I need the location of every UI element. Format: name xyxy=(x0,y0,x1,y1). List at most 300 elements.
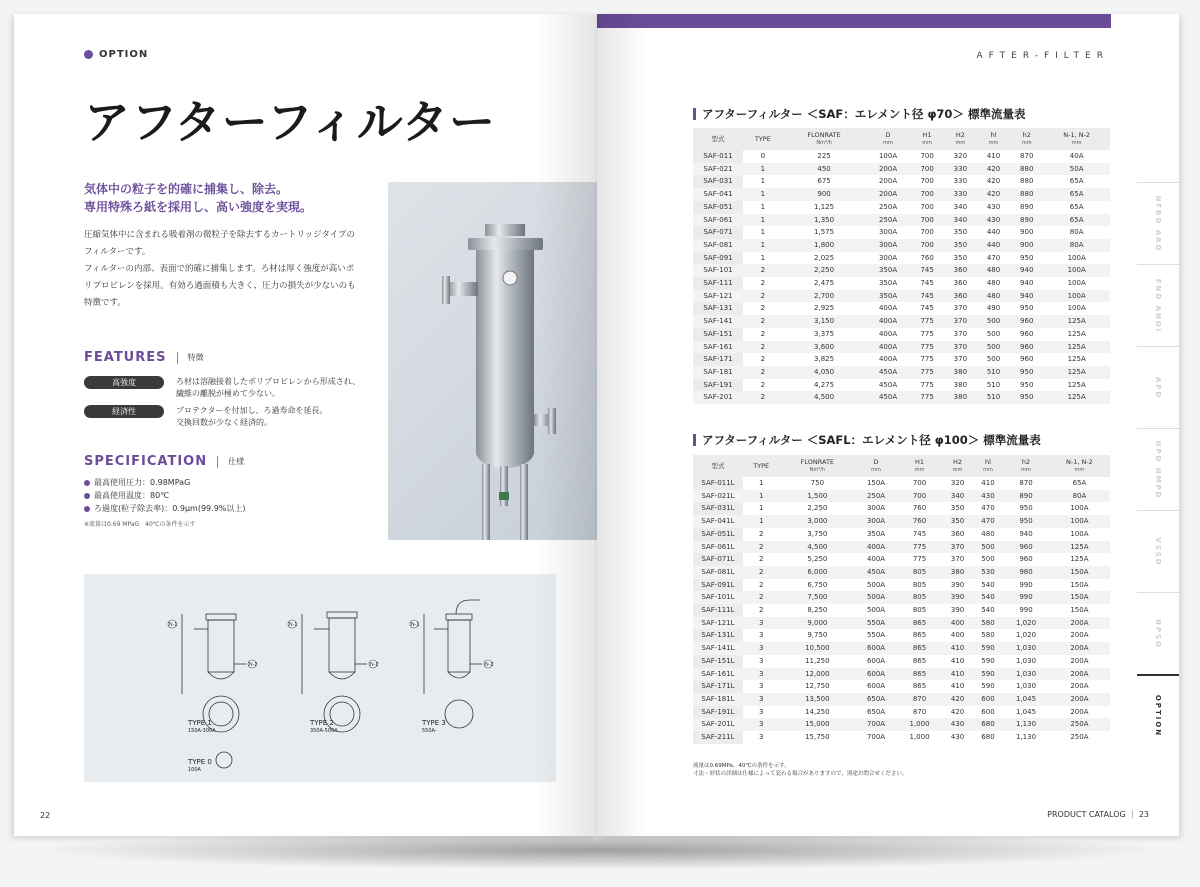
table-cell: 775 xyxy=(920,380,934,389)
side-tab-label: HPD HMPD xyxy=(1154,439,1162,500)
table-cell: 900 xyxy=(783,188,866,201)
table-cell: 880 xyxy=(1010,188,1043,201)
table-cell: 870 xyxy=(912,707,927,716)
table-cell: 1 xyxy=(760,177,766,186)
table-row xyxy=(693,315,1110,328)
column-unit: mm xyxy=(955,140,966,146)
table-cell: 360 xyxy=(953,279,968,288)
table-cell: 960 xyxy=(1020,329,1034,338)
table-cell: SAF-061 xyxy=(693,214,743,227)
table-cell: 320 xyxy=(953,152,968,160)
table-cell: 420 xyxy=(986,177,1001,186)
column-unit: mm xyxy=(914,467,925,473)
table-cell: 200A xyxy=(1049,693,1110,706)
table-cell: 890 xyxy=(1003,490,1049,503)
table-cell: 1,000 xyxy=(909,733,930,742)
table-row xyxy=(693,341,1110,354)
divider xyxy=(177,352,178,364)
drain-valve xyxy=(499,492,509,500)
table-cell: 200A xyxy=(1070,656,1089,665)
table-cell: 950 xyxy=(1019,504,1033,513)
column-header xyxy=(973,455,1003,477)
side-tab[interactable] xyxy=(1137,182,1179,264)
table-cell: 960 xyxy=(1019,555,1033,564)
table-cell: 1,030 xyxy=(1003,668,1049,681)
table-cell: 65A xyxy=(1043,214,1110,227)
table-cell: 430 xyxy=(977,214,1010,227)
table-cell: 940 xyxy=(1020,279,1034,288)
table-cell: 1,800 xyxy=(783,239,866,252)
table-cell: 950 xyxy=(1020,304,1034,313)
column-header xyxy=(944,128,977,150)
table-cell: 2 xyxy=(760,380,766,389)
table2-heading xyxy=(693,432,1041,448)
table-cell: SAF-081 xyxy=(693,239,743,252)
column-name: H1 xyxy=(914,458,925,466)
bullet-dot-icon xyxy=(84,493,90,499)
body-line: 特徴です。 xyxy=(84,298,126,308)
table-cell: SAF-071 xyxy=(693,226,743,239)
table-cell: 745 xyxy=(911,264,944,277)
table-cell: SAF-201L xyxy=(693,718,743,731)
table-cell: 250A xyxy=(866,214,911,227)
divider xyxy=(217,456,218,468)
side-tab-label: OPTION xyxy=(1154,694,1162,738)
section-label xyxy=(84,49,148,60)
lead-text xyxy=(84,180,312,216)
table-cell: 370 xyxy=(944,315,977,328)
type3-body xyxy=(448,620,470,672)
bullet-dot-icon xyxy=(84,480,90,486)
table-cell: 2 xyxy=(760,355,766,364)
table-cell: 330 xyxy=(953,177,968,186)
table-cell: 865 xyxy=(912,631,927,640)
table-header-row xyxy=(693,455,1110,477)
table-cell: 400 xyxy=(950,631,965,640)
table-cell: SAF-171 xyxy=(693,353,743,366)
column-unit: mm xyxy=(1021,467,1031,473)
inlet-flange xyxy=(442,276,450,304)
table-cell: 990 xyxy=(1019,606,1033,615)
table-cell: 700 xyxy=(920,152,934,160)
type3-lid xyxy=(446,614,472,620)
spec-item xyxy=(84,476,246,489)
table-row xyxy=(693,490,1110,503)
diagram-range: 550A- xyxy=(422,728,437,734)
table-row xyxy=(693,693,1110,706)
heading-bar xyxy=(693,434,696,446)
diagram-label xyxy=(188,719,216,735)
table-cell: 6,750 xyxy=(807,580,828,589)
side-tab[interactable] xyxy=(1137,264,1179,346)
table-row xyxy=(693,379,1110,392)
table-cell: 360 xyxy=(950,529,965,538)
table-cell: SAF-091L xyxy=(693,579,743,592)
right-page xyxy=(597,14,1179,836)
side-tab[interactable] xyxy=(1137,346,1179,428)
feature-desc xyxy=(176,405,376,429)
type1-body xyxy=(208,620,234,672)
side-tab-label: FND ANDI xyxy=(1154,278,1162,333)
table-cell: 50A xyxy=(1043,163,1110,176)
table-cell: 410 xyxy=(981,479,995,487)
page-number: 23 xyxy=(1138,810,1149,819)
table-cell: 950 xyxy=(1020,253,1034,262)
table-cell: 760 xyxy=(897,515,943,528)
table-cell: 430 xyxy=(973,490,1003,503)
table-row xyxy=(693,604,1110,617)
table-cell: 470 xyxy=(973,515,1003,528)
table-cell: 2 xyxy=(743,290,783,303)
table-cell: 1 xyxy=(758,504,764,513)
table-cell: 100A xyxy=(1043,290,1110,303)
table-cell: 700 xyxy=(920,202,934,211)
table-cell: 150A xyxy=(1049,591,1110,604)
table-cell: 500 xyxy=(981,555,995,564)
table-cell: 3 xyxy=(758,631,764,640)
diagram-range: 150A-300A xyxy=(188,728,216,734)
type1-lid xyxy=(206,614,236,620)
table-cell: 500A xyxy=(866,606,886,615)
type2-lid xyxy=(327,612,357,618)
page-shadow xyxy=(30,830,1170,870)
left-page xyxy=(14,14,597,836)
table-row xyxy=(693,617,1110,630)
table-cell: 580 xyxy=(973,617,1003,630)
table-cell: SAF-171L xyxy=(693,680,743,693)
table-cell: 300A xyxy=(866,239,911,252)
table-cell: 450A xyxy=(855,566,896,579)
table-cell: SAF-181L xyxy=(693,693,743,706)
table-cell: 200A xyxy=(866,188,911,201)
column-unit: mm xyxy=(883,140,893,146)
table-cell: 3 xyxy=(743,693,779,706)
table-cell: 700A xyxy=(855,718,896,731)
table-cell: 100A xyxy=(1067,253,1086,262)
table-row xyxy=(693,515,1110,528)
table-cell: 250A xyxy=(878,202,898,211)
table-cell: 150A xyxy=(1070,606,1089,615)
table-cell: SAF-081L xyxy=(693,566,743,579)
body-line: フィルターです。 xyxy=(84,247,151,257)
table-cell: 990 xyxy=(1003,591,1049,604)
table-row xyxy=(693,264,1110,277)
table-cell: 380 xyxy=(942,566,972,579)
section-label-text: OPTION xyxy=(99,49,149,60)
table-cell: 500 xyxy=(986,329,1001,338)
table-cell: SAF-051 xyxy=(693,201,743,214)
table-cell: 2 xyxy=(743,341,783,354)
table-cell: 700 xyxy=(920,228,934,237)
table-cell: 950 xyxy=(1020,380,1034,389)
table-cell: 590 xyxy=(981,682,995,691)
column-unit: mm xyxy=(922,140,933,146)
table-row xyxy=(693,366,1110,379)
side-tab[interactable] xyxy=(1137,592,1179,674)
column-name: TYPE xyxy=(754,135,771,143)
note-line: 流量は0.69MPa、40℃の条件を示す。 xyxy=(693,763,790,769)
table-cell: 1,130 xyxy=(1003,718,1049,731)
side-tab-active[interactable] xyxy=(1137,674,1179,756)
table-cell: 865 xyxy=(897,617,943,630)
column-header xyxy=(1043,128,1110,150)
table-cell: SAF-141L xyxy=(693,642,743,655)
table-cell: 3 xyxy=(758,707,764,716)
table-cell: 500A xyxy=(866,580,886,589)
diagram-label xyxy=(422,719,446,735)
table-cell: 880 xyxy=(1020,177,1034,186)
table-cell: SAF-021L xyxy=(693,490,743,503)
table-cell: 775 xyxy=(911,391,944,404)
table-cell: 350A xyxy=(866,529,886,538)
nozzle-label: N-1 xyxy=(169,622,178,628)
table-cell: 65A xyxy=(1069,177,1084,186)
table-cell: 750 xyxy=(810,479,825,487)
table-cell: 65A xyxy=(1072,479,1087,487)
column-header xyxy=(866,128,911,150)
table-cell: 940 xyxy=(1010,290,1043,303)
table-cell: SAF-191L xyxy=(693,706,743,719)
table-cell: 125A xyxy=(1043,366,1110,379)
table-cell: SAF-011L xyxy=(693,477,743,490)
column-header xyxy=(779,455,855,477)
diagram-label xyxy=(310,719,338,735)
column-name: H2 xyxy=(953,458,963,466)
table-row xyxy=(693,541,1110,554)
footer-sep: ｜ xyxy=(1128,810,1137,819)
table-row xyxy=(693,502,1110,515)
table-cell: 250A xyxy=(855,490,896,503)
bullet-dot-icon xyxy=(84,50,93,59)
column-name: h2 xyxy=(1021,458,1031,466)
table-row xyxy=(693,528,1110,541)
column-header xyxy=(977,128,1010,150)
table-cell: 330 xyxy=(944,163,977,176)
table-cell: 370 xyxy=(953,304,968,313)
table-cell: 450A xyxy=(866,366,911,379)
table-row xyxy=(693,629,1110,642)
spec-text: 最高使用温度：80℃ xyxy=(94,491,170,500)
table-cell: 125A xyxy=(1043,391,1110,404)
table-cell: 410 xyxy=(942,668,972,681)
table-cell: 80A xyxy=(1043,239,1110,252)
table-cell: 700 xyxy=(920,177,934,186)
table-row xyxy=(693,226,1110,239)
column-unit: mm xyxy=(871,467,881,473)
column-header xyxy=(911,128,944,150)
column-header xyxy=(693,455,743,477)
table-cell: 100A xyxy=(1043,264,1110,277)
table-cell: 450A xyxy=(878,380,898,389)
table-cell: 80A xyxy=(1069,228,1084,237)
table-cell: 990 xyxy=(1019,580,1033,589)
table-cell: 450A xyxy=(866,391,911,404)
column-unit: mm xyxy=(1021,140,1032,146)
type2-body xyxy=(329,618,355,672)
table-cell: 760 xyxy=(920,253,934,262)
table-cell: 340 xyxy=(942,490,972,503)
table-cell: 100A xyxy=(1070,529,1089,538)
feature-tag: 高強度 xyxy=(84,376,164,389)
table-cell: 2 xyxy=(758,529,764,538)
table-body xyxy=(693,477,1110,744)
column-name: TYPE xyxy=(753,462,770,470)
feature-item xyxy=(84,405,376,429)
table-cell: 410 xyxy=(986,152,1001,160)
table-cell: 865 xyxy=(912,682,927,691)
table-cell: 400A xyxy=(866,341,911,354)
type0-plan-circle xyxy=(216,752,232,768)
nozzle-label: N-1 xyxy=(411,622,420,628)
table-cell: 370 xyxy=(950,555,965,564)
nozzle-label: N-1 xyxy=(289,622,298,628)
table-cell: SAF-181 xyxy=(693,366,743,379)
table-cell: 8,250 xyxy=(807,606,828,615)
specification-subtitle: 仕様 xyxy=(228,457,245,466)
column-name: N-1, N-2 xyxy=(1066,458,1093,466)
note-line: 寸法・形状の詳細は仕様によって変わる場合がありますので、別途お問合せください。 xyxy=(693,771,908,777)
table-cell: 3 xyxy=(743,617,779,630)
table-row xyxy=(693,642,1110,655)
table-cell: 200A xyxy=(1070,682,1089,691)
table-cell: 250A xyxy=(1070,733,1089,742)
table-cell: 370 xyxy=(953,355,968,364)
table-cell: 13,500 xyxy=(779,693,855,706)
table-cell: 14,250 xyxy=(805,707,830,716)
table-cell: 350 xyxy=(953,228,968,237)
table-cell: SAF-121L xyxy=(693,617,743,630)
table-cell: 2 xyxy=(760,329,766,338)
column-name: N-1, N-2 xyxy=(1063,131,1091,139)
gutter-shade xyxy=(537,14,597,836)
feature-tag: 経済性 xyxy=(84,405,164,418)
page-title: アフターフィルター xyxy=(84,95,496,149)
table-cell: 1 xyxy=(743,490,779,503)
table-cell: 100A xyxy=(1070,504,1089,513)
table-cell: 12,000 xyxy=(779,668,855,681)
table-cell: 805 xyxy=(912,606,927,615)
table-cell: 500 xyxy=(973,541,1003,554)
table-cell: SAF-051L xyxy=(693,528,743,541)
table-cell: 760 xyxy=(912,504,927,513)
body-line: フィルターの内部、表面で的確に捕集します。ろ材は厚く強度が高いポ xyxy=(84,264,355,274)
table-cell: SAF-131L xyxy=(693,629,743,642)
support-leg xyxy=(520,464,528,540)
table-cell: 350 xyxy=(950,504,965,513)
technical-diagrams xyxy=(84,574,556,782)
table-row xyxy=(693,163,1110,176)
table-row xyxy=(693,328,1110,341)
table-cell: SAF-091 xyxy=(693,252,743,265)
table-cell: 675 xyxy=(817,177,831,186)
table-cell: 950 xyxy=(1010,391,1043,404)
table-cell: 390 xyxy=(942,591,972,604)
table-cell: 890 xyxy=(1010,214,1043,227)
table-cell: 1,030 xyxy=(1016,682,1037,691)
table-cell: 940 xyxy=(1019,529,1033,538)
table-cell: 870 xyxy=(1020,152,1034,160)
features-subtitle: 特徴 xyxy=(187,353,204,362)
column-header xyxy=(855,455,896,477)
table-cell: 980 xyxy=(1003,566,1049,579)
table-cell: 350A xyxy=(866,264,911,277)
table-cell: 400A xyxy=(878,304,898,313)
table-cell: 1,045 xyxy=(1016,707,1037,716)
table-cell: 400 xyxy=(942,617,972,630)
table-cell: 410 xyxy=(950,656,965,665)
table-cell: 480 xyxy=(977,264,1010,277)
column-name: FLONRATE xyxy=(800,458,835,466)
bullet-dot-icon xyxy=(84,506,90,512)
table-cell: 410 xyxy=(942,642,972,655)
table-cell: 1 xyxy=(743,239,783,252)
table-cell: SAF-211L xyxy=(693,731,743,744)
table-cell: 590 xyxy=(973,668,1003,681)
diagram-drawings xyxy=(84,574,556,782)
table-cell: SAF-021 xyxy=(693,163,743,176)
table-cell: 420 xyxy=(942,693,972,706)
table-row xyxy=(693,591,1110,604)
table-cell: 500 xyxy=(986,355,1001,364)
nozzle-label: N-2 xyxy=(370,662,379,668)
table-notes xyxy=(693,762,907,778)
table-cell: 100A xyxy=(1067,279,1086,288)
column-header xyxy=(693,128,743,150)
table-cell: 550A xyxy=(866,631,886,640)
table-cell: 350A xyxy=(866,290,911,303)
table-cell: 1 xyxy=(743,515,779,528)
column-name: H1 xyxy=(922,131,932,139)
column-header xyxy=(1049,455,1110,477)
table-cell: 2,250 xyxy=(783,264,866,277)
feature-desc-line: プロテクターを付加し、ろ過寿命を延長。 xyxy=(176,406,328,415)
table-cell: 200A xyxy=(1070,707,1089,716)
specification-heading xyxy=(84,454,244,469)
table-cell: 600A xyxy=(855,642,896,655)
spec-item xyxy=(84,489,246,502)
diagram-type: TYPE 0 xyxy=(188,758,212,766)
lid-handle xyxy=(485,224,525,236)
side-tab[interactable] xyxy=(1137,510,1179,592)
table-cell: 2 xyxy=(760,279,766,288)
table-cell: 380 xyxy=(944,366,977,379)
table-row xyxy=(693,290,1110,303)
table-cell: 700 xyxy=(911,188,944,201)
flow-table-safl xyxy=(693,455,1110,744)
table-cell: 510 xyxy=(977,391,1010,404)
table-cell: SAF-131 xyxy=(693,302,743,315)
table2-title: アフターフィルター ＜SAFL：エレメント径 φ100＞ 標準流量表 xyxy=(702,433,1041,447)
column-name: 型式 xyxy=(711,135,725,143)
table-cell: 540 xyxy=(981,580,995,589)
column-unit: Nm³/h xyxy=(809,467,826,473)
diagram-type: TYPE 1 xyxy=(188,719,212,727)
table-cell: 225 xyxy=(817,152,831,160)
feature-desc xyxy=(176,376,376,400)
vessel-bottom xyxy=(476,436,534,468)
type2-bottom xyxy=(329,672,355,679)
side-tab[interactable] xyxy=(1137,428,1179,510)
table-row xyxy=(693,680,1110,693)
table-cell: 1 xyxy=(743,188,783,201)
table-cell: 805 xyxy=(897,566,943,579)
table-cell: SAF-041 xyxy=(693,188,743,201)
table-cell: 510 xyxy=(986,380,1001,389)
table-cell: 125A xyxy=(1043,341,1110,354)
table-row xyxy=(693,214,1110,227)
table-cell: 100A xyxy=(878,152,898,160)
column-name: FLONRATE xyxy=(807,131,841,139)
